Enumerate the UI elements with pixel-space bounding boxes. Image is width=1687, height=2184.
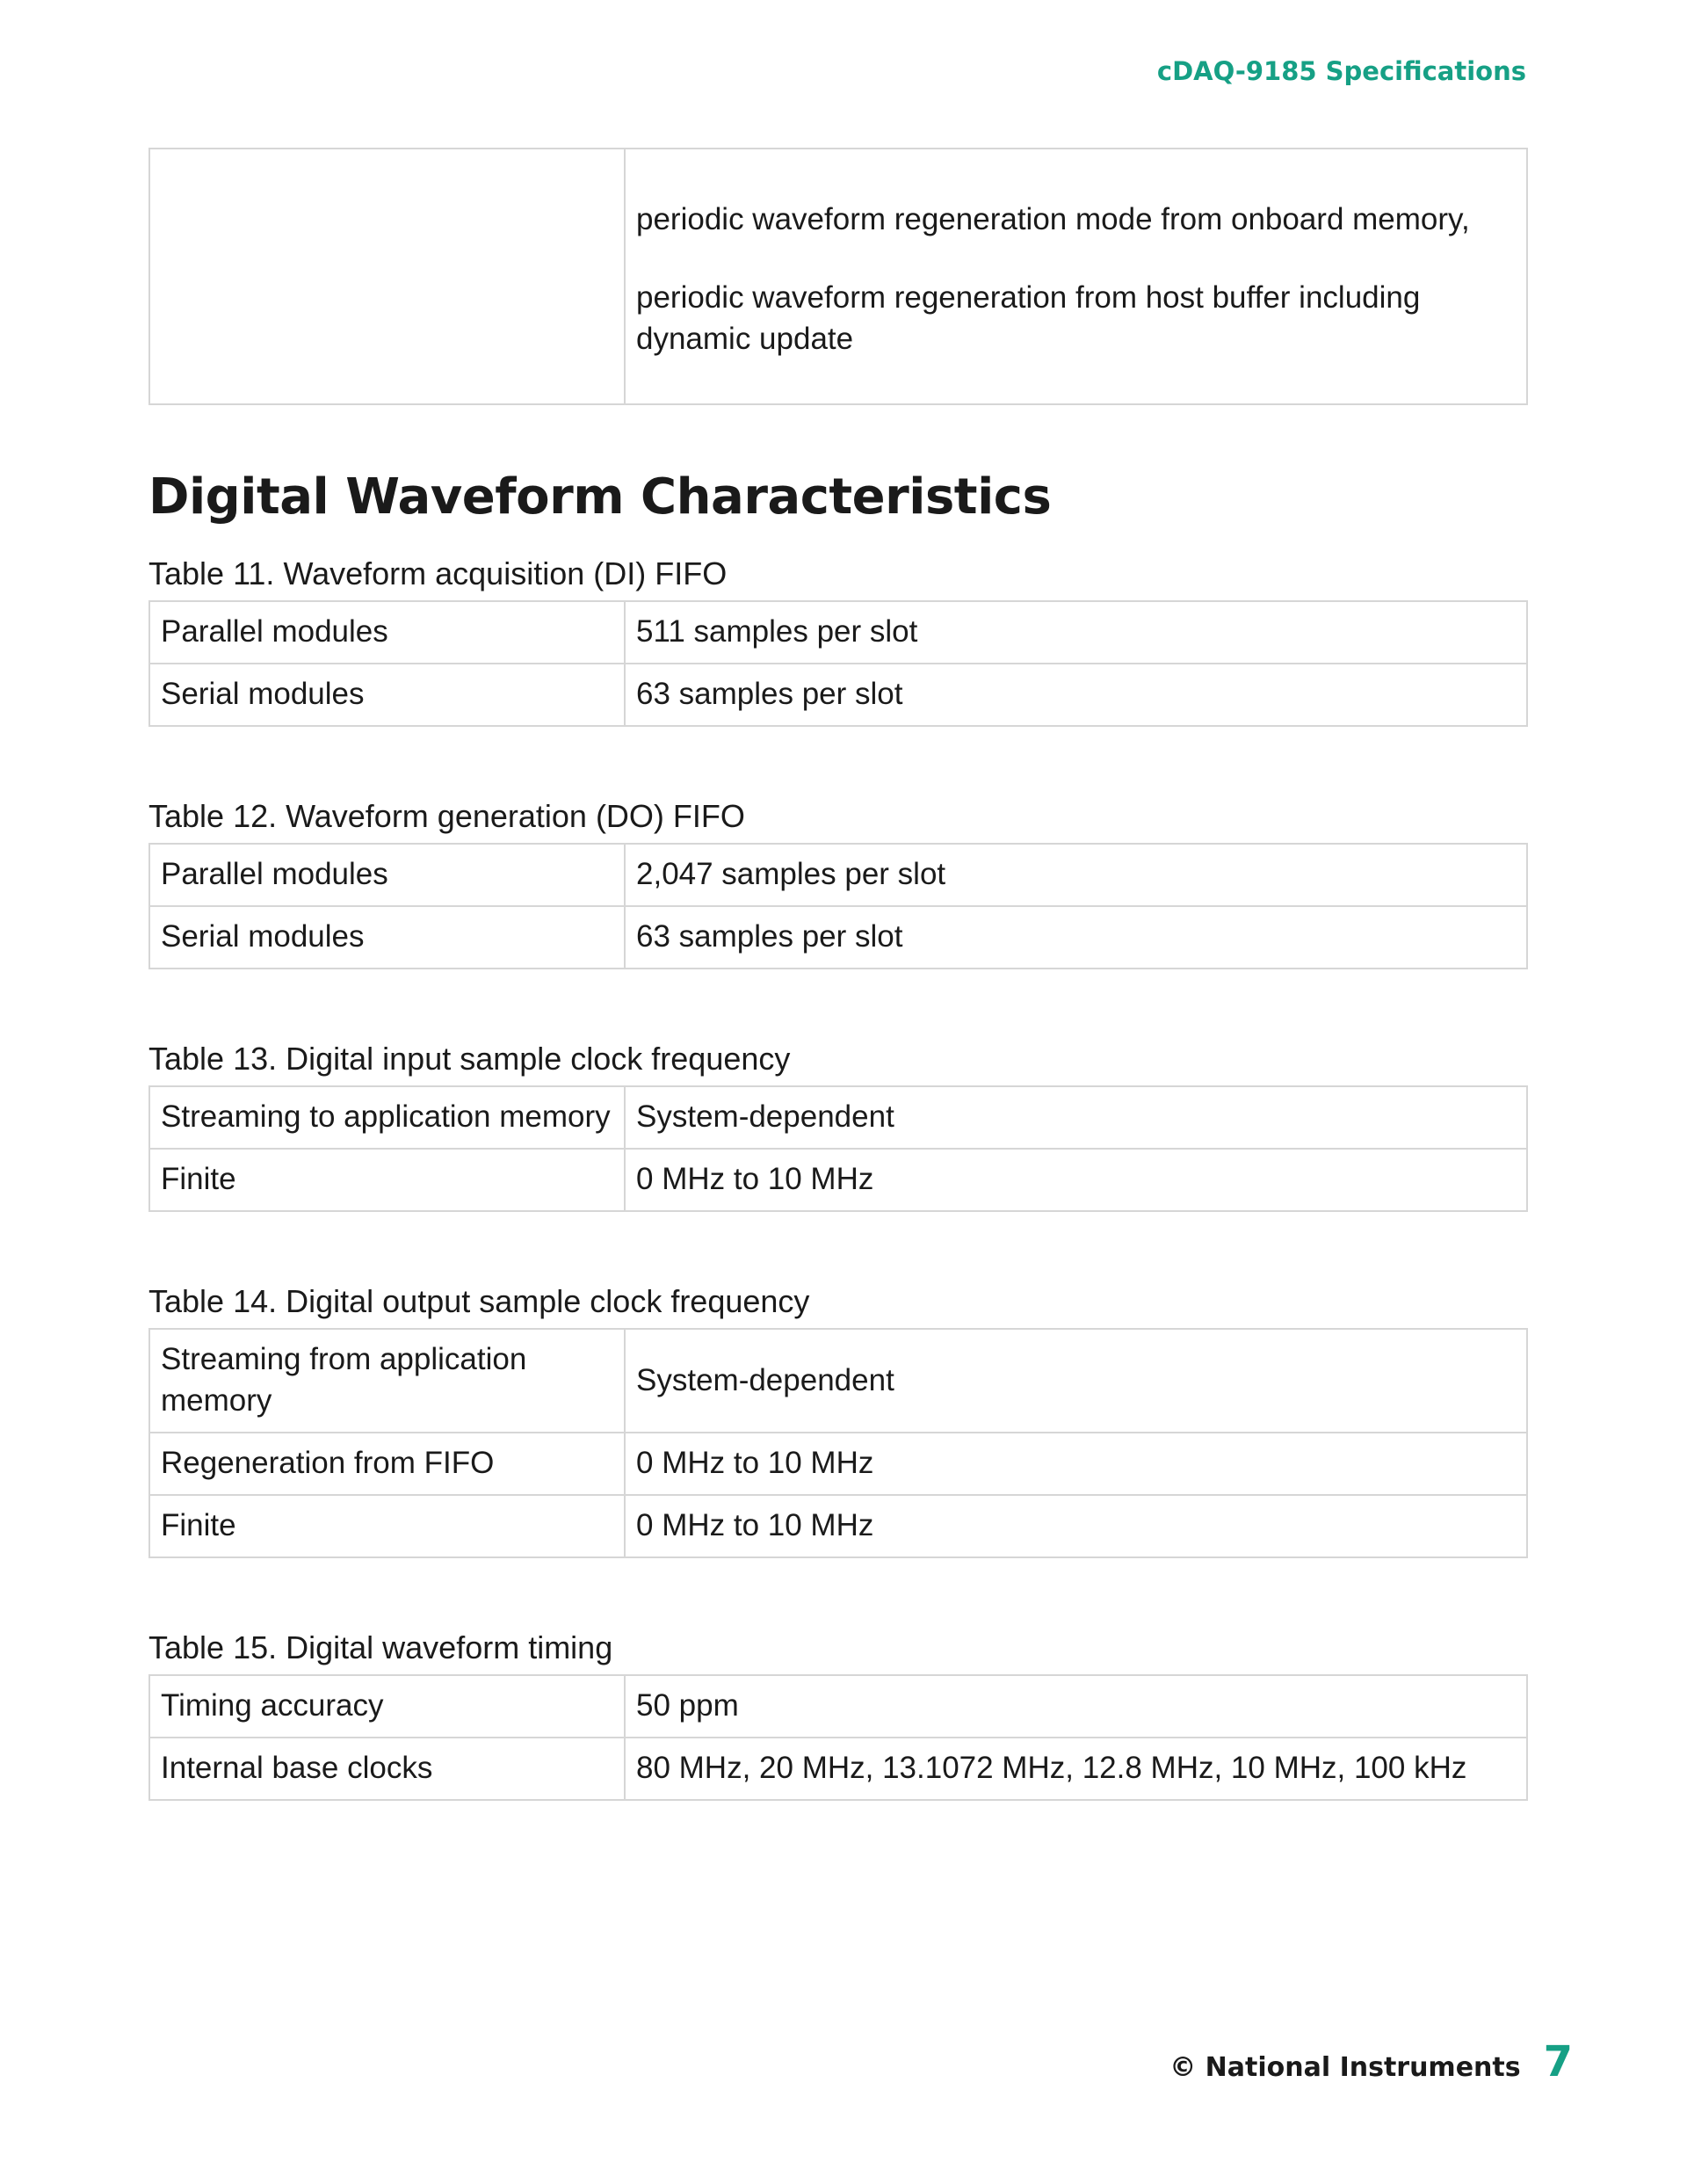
table-cell-value: 63 samples per slot xyxy=(625,664,1527,726)
spec-table xyxy=(148,1085,1528,1212)
table-row xyxy=(149,664,1527,726)
table-caption: Table 15. Digital waveform timing xyxy=(148,1629,613,1665)
table-row xyxy=(149,1675,1527,1738)
table-row xyxy=(149,1738,1527,1800)
spec-table-15 xyxy=(148,1629,1526,1801)
table-caption: Table 13. Digital input sample clock frequency xyxy=(148,1041,791,1077)
table-row xyxy=(149,149,1527,404)
table-cell-value: 0 MHz to 10 MHz xyxy=(625,1433,1527,1495)
table-row xyxy=(149,1329,1527,1433)
continued-line: periodic waveform regeneration from host buffer including dynamic update xyxy=(636,280,1421,356)
page-footer xyxy=(1169,2037,1573,2086)
table-cell-value: 0 MHz to 10 MHz xyxy=(625,1149,1527,1211)
table-cell-value: 511 samples per slot xyxy=(625,601,1527,664)
table-cell-label: Timing accuracy xyxy=(149,1675,625,1738)
table-row xyxy=(149,1149,1527,1211)
table-row xyxy=(149,1495,1527,1557)
spec-table xyxy=(148,1328,1528,1558)
table-cell-value: 50 ppm xyxy=(625,1675,1527,1738)
section-title: Digital Waveform Characteristics xyxy=(148,468,1052,526)
spec-table-14 xyxy=(148,1282,1526,1558)
continued-line: periodic waveform regeneration mode from onboard memory, xyxy=(636,202,1470,236)
table-row xyxy=(149,1086,1527,1149)
table-cell-value: 0 MHz to 10 MHz xyxy=(625,1495,1527,1557)
spec-table-13 xyxy=(148,1040,1526,1212)
table-cell-value: 63 samples per slot xyxy=(625,906,1527,969)
table-cell-value: System-dependent xyxy=(625,1329,1527,1433)
table-cell-label: Parallel modules xyxy=(149,844,625,906)
table-cell-label: Streaming to application memory xyxy=(149,1086,625,1149)
table-cell-label: Finite xyxy=(149,1149,625,1211)
table-cell-label xyxy=(149,149,625,404)
table-caption: Table 12. Waveform generation (DO) FIFO xyxy=(148,798,745,834)
table-cell-value: 2,047 samples per slot xyxy=(625,844,1527,906)
table-cell-value: 80 MHz, 20 MHz, 13.1072 MHz, 12.8 MHz, 10 MHz, 100 kHz xyxy=(625,1738,1527,1800)
copyright-text: © National Instruments xyxy=(1169,2052,1521,2083)
table-caption: Table 14. Digital output sample clock frequency xyxy=(148,1283,810,1319)
page-header-title: cDAQ-9185 Specifications xyxy=(1156,56,1526,86)
table-cell-label: Serial modules xyxy=(149,906,625,969)
table-row xyxy=(149,906,1527,969)
page-number: 7 xyxy=(1543,2037,1573,2086)
table-cell-label: Streaming from application memory xyxy=(149,1329,625,1433)
spec-table-11 xyxy=(148,555,1526,727)
table-cell-label: Finite xyxy=(149,1495,625,1557)
table-row xyxy=(149,844,1527,906)
table-cell-value: System-dependent xyxy=(625,1086,1527,1149)
table-row xyxy=(149,601,1527,664)
spec-table xyxy=(148,843,1528,969)
spec-table xyxy=(148,1674,1528,1801)
table-cell-label: Parallel modules xyxy=(149,601,625,664)
continued-spec-table xyxy=(148,148,1528,405)
table-cell-value xyxy=(625,149,1527,404)
table-row xyxy=(149,1433,1527,1495)
table-cell-label: Internal base clocks xyxy=(149,1738,625,1800)
page-content xyxy=(148,148,1526,1871)
table-caption: Table 11. Waveform acquisition (DI) FIFO xyxy=(148,555,728,591)
table-cell-label: Regeneration from FIFO xyxy=(149,1433,625,1495)
spec-table-12 xyxy=(148,797,1526,969)
spec-table xyxy=(148,600,1528,727)
table-cell-label: Serial modules xyxy=(149,664,625,726)
